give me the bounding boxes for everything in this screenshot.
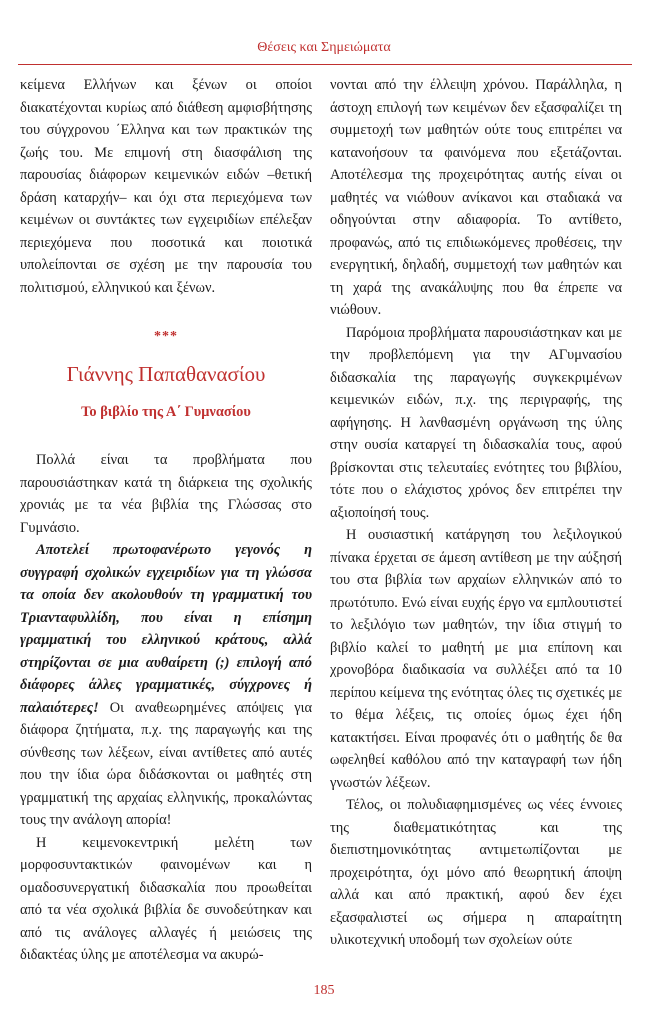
paragraph: νονται από την έλλειψη χρόνου. Παράλληλα, η άστοχη επιλογή των κειμένων δεν εξασφαλίζει τη συμμετοχή των μαθητών ούτε τους επιτρέπει να κατανοήσουν τα φαινόμενα που εξετάζονται. Αποτέλεσμα της προχειρότητας αυτής είναι οι μαθητές να νιώθουν ανίκανοι και σταδιακά να οδηγούνται στην αδιαφορία. Το αντίθετο, προφανώς, από τις επιδιωκόμενες προθέσεις, την ενεργητική, δηλαδή, συμμετοχή των μαθητών και τη χαρά της ανακάλυψης που θα έπρεπε να νιώθουν. xyxy=(330,77,622,318)
paragraph xyxy=(20,539,312,832)
paragraph: Πολλά είναι τα προβλήματα που παρουσιάστηκαν κατά τη διάρκεια της σχολικής χρονιάς με τα νέα βιβλία της Γλώσσας στο Γυμνάσιο. xyxy=(20,452,312,536)
paragraph: Η ουσιαστική κατάργηση του λεξιλογικού πίνακα έρχεται σε άμεση αντίθεση με την αύξησή του στα βιβλία των αρχαίων ελληνικών από το πρωτότυπο. Ενώ είναι ευχής έργο να εμπλουτιστεί το λεξιλόγιο των μαθητών, την ίδια στιγμή το βιβλίο καλεί το μαθητή με μια επίπονη και χρονοβόρα διαδικασία να συλλέξει από τα 10 περίπου κείμενα της ενότητας όλες τις σχετικές με το θέμα λέξεις, τις οποίες όμως έχει ήδη κατακτήσει. Είναι προφανές ότι ο μαθητής δε θα ωφεληθεί καθόλου από την καταγραφή των ήδη γνωστών λέξεων. xyxy=(330,527,622,791)
article-author: Γιάννης Παπαθανασίου xyxy=(66,361,266,386)
page-number: 185 xyxy=(313,983,335,998)
right-column xyxy=(330,74,622,952)
paragraph: Η κειμενοκεντρική μελέτη των μορφοσυντακτικών φαινομένων και η ομαδοσυνεργατική διδασκαλία που προωθείται από τα νέα σχολικά βιβλία δε συνοδεύτηκαν και από τις ανάλογες αλλαγές ή μειώσεις της διδακτέας ύλης με αποτέλεσμα να ακυρώ- xyxy=(20,834,312,963)
paragraph: Παρόμοια προβλήματα παρουσιάστηκαν και με την προβλεπόμενη για την ΑΓυμνασίου διδασκαλία της παραγωγής συγκεκριμένων κειμενικών ειδών, π.χ. της περιγραφής, της αφήγησης. Η λανθασμένη οργάνωση της ύλης στην ουσία καταργεί τη διδασκαλία τους, αφού βρίσκονται στις τελευταίες ενότητες του βιβλίου, τότε που ο ελάχιστος χρόνος δεν επιτρέπει την αξιοποίησή τους. xyxy=(330,324,622,521)
emphasized-text: Αποτελεί πρωτοφανέρωτο γεγονός η συγγραφή σχολικών εγχειριδίων για τη γλώσσα τα οποία δεν ακολουθούν τη γραμματική του Τριανταφυλλίδη, που είναι η επίσημη γραμματική του ελληνικού κράτους, αλλά στηρίζονται σε μια αυθαίρετη (;) επιλογή από διάφορες άλλες γραμματικές, σύγχρονες ή παλαιότερες! xyxy=(20,542,312,716)
section-separator: *** xyxy=(154,329,178,344)
running-header: Θέσεις και Σημειώματα xyxy=(257,40,391,55)
left-column xyxy=(20,74,312,967)
intro-paragraph: κείμενα Ελλήνων και ξένων οι οποίοι διακατέχονται κυρίως από διάθεση αμφισβήτησης του σύγχρονου ΄Ελληνα και των πρακτικών της ζωής του. Με επιμονή στη διασφάλιση της παρουσίας διάφορων κειμενικών ειδών –θετική δράση καταρχήν– και όχι στα περιεχόμενα των κειμένων οι συντάκτες των εγχειριδίων επέλεξαν περιεχόμενα που ποσοτικά και ποιοτικά υπολείπονται σε σχέση με την παρουσία του πολιτισμού, ελληνικού και ξένων. xyxy=(20,77,312,296)
article-subtitle: Το βιβλίο της Α΄ Γυμνασίου xyxy=(81,403,251,420)
paragraph-text: Οι αναθεωρημένες απόψεις για διάφορα ζητήματα, π.χ. της παραγωγής και της σύνθεσης των λέξεων, είναι αντίθετες από αυτές που την ίδια ώρα διδάσκονται οι μαθητές στη γραμματική της αρχαίας ελληνικής, προκαλώντας τους την ανάλογη απορία! xyxy=(20,699,312,828)
paragraph: Τέλος, οι πολυδιαφημισμένες ως νέες έννοιες της διαθεματικότητας και της διεπιστημονικότητας αντιμετωπίζονται με προχειρότητα, όχι μόνο από θεωρητική άποψη αλλά και από πρακτική, αφού δεν έχει εξασφαλιστεί ως σήμερα η απαραίτητη υλικοτεχνική υποδομή των σχολείων ούτε xyxy=(330,797,622,948)
header-rule xyxy=(18,64,632,65)
